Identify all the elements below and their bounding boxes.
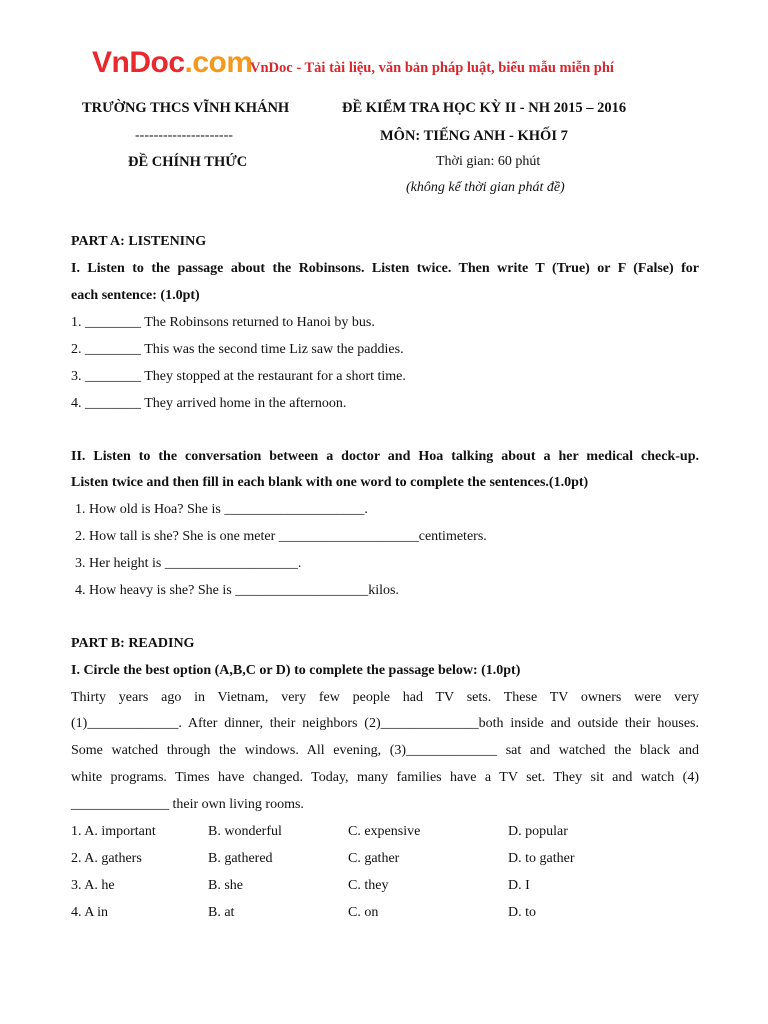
exam-note: (không kể thời gian phát đề) — [406, 180, 565, 195]
header-divider: --------------------- — [135, 128, 233, 143]
option-2d: D. to gather — [508, 851, 575, 866]
vndoc-logo — [92, 46, 253, 80]
logo-com: .com — [184, 46, 253, 79]
part-a-s1-item-4: 4. ________ They arrived home in the afternoon. — [71, 396, 347, 411]
part-b-title: PART B: READING — [71, 636, 195, 651]
part-a-s2-item-3: 3. Her height is ___________________. — [75, 556, 302, 571]
option-1a: 1. A. important — [71, 824, 156, 839]
passage-line-2: (1)_____________. After dinner, their neighbors (2)______________both inside and outside their houses. — [71, 716, 699, 731]
logo-vn: VnDoc — [92, 46, 185, 79]
brand-tagline: VnDoc - Tải tài liệu, văn bản pháp luật, biểu mẫu miễn phí — [250, 60, 614, 76]
option-2a: 2. A. gathers — [71, 851, 142, 866]
part-a-s1-item-1: 1. ________ The Robinsons returned to Hanoi by bus. — [71, 315, 375, 330]
part-a-s1-item-3: 3. ________ They stopped at the restaurant for a short time. — [71, 369, 406, 384]
option-4b: B. at — [208, 905, 235, 920]
option-1d: D. popular — [508, 824, 568, 839]
option-1c: C. expensive — [348, 824, 421, 839]
part-a-s1-instruction-2: each sentence: (1.0pt) — [71, 288, 200, 303]
option-2c: C. gather — [348, 851, 400, 866]
school-name: TRƯỜNG THCS VĨNH KHÁNH — [82, 100, 290, 116]
option-2b: B. gathered — [208, 851, 273, 866]
part-a-s1-instruction-1: I. Listen to the passage about the Robinsons. Listen twice. Then write T (True) or F (False) for — [71, 261, 699, 276]
part-a-title: PART A: LISTENING — [71, 234, 207, 249]
part-a-s1-item-2: 2. ________ This was the second time Liz saw the paddies. — [71, 342, 404, 357]
option-4a: 4. A in — [71, 905, 108, 920]
exam-time: Thời gian: 60 phút — [436, 154, 541, 169]
exam-title: ĐỀ KIỂM TRA HỌC KỲ II - NH 2015 – 2016 — [342, 100, 627, 116]
part-a-s2-instruction-1: II. Listen to the conversation between a doctor and Hoa talking about a her medical check-up. — [71, 449, 699, 464]
option-3a: 3. A. he — [71, 878, 115, 893]
official-label: ĐỀ CHÍNH THỨC — [128, 154, 248, 170]
exam-subject: MÔN: TIẾNG ANH - KHỐI 7 — [380, 128, 568, 144]
passage-line-3: Some watched through the windows. All evening, (3)_____________ sat and watched the black and — [71, 743, 699, 758]
passage-line-5: ______________ their own living rooms. — [71, 797, 304, 812]
option-1b: B. wonderful — [208, 824, 282, 839]
part-a-s2-item-1: 1. How old is Hoa? She is ____________________. — [75, 502, 368, 517]
option-4d: D. to — [508, 905, 536, 920]
passage-line-4: white programs. Times have changed. Today, many families have a TV set. They sit and watch (4) — [71, 770, 699, 785]
part-b-s1-instruction: I. Circle the best option (A,B,C or D) to complete the passage below: (1.0pt) — [71, 663, 521, 678]
option-4c: C. on — [348, 905, 379, 920]
part-a-s2-item-2: 2. How tall is she? She is one meter ____________________centimeters. — [75, 529, 487, 544]
part-a-s2-instruction-2: Listen twice and then fill in each blank with one word to complete the sentences.(1.0pt) — [71, 475, 589, 490]
option-3b: B. she — [208, 878, 243, 893]
option-3c: C. they — [348, 878, 389, 893]
option-3d: D. I — [508, 878, 530, 893]
part-a-s2-item-4: 4. How heavy is she? She is ___________________kilos. — [75, 583, 399, 598]
passage-line-1: Thirty years ago in Vietnam, very few people had TV sets. These TV owners were very — [71, 690, 699, 705]
